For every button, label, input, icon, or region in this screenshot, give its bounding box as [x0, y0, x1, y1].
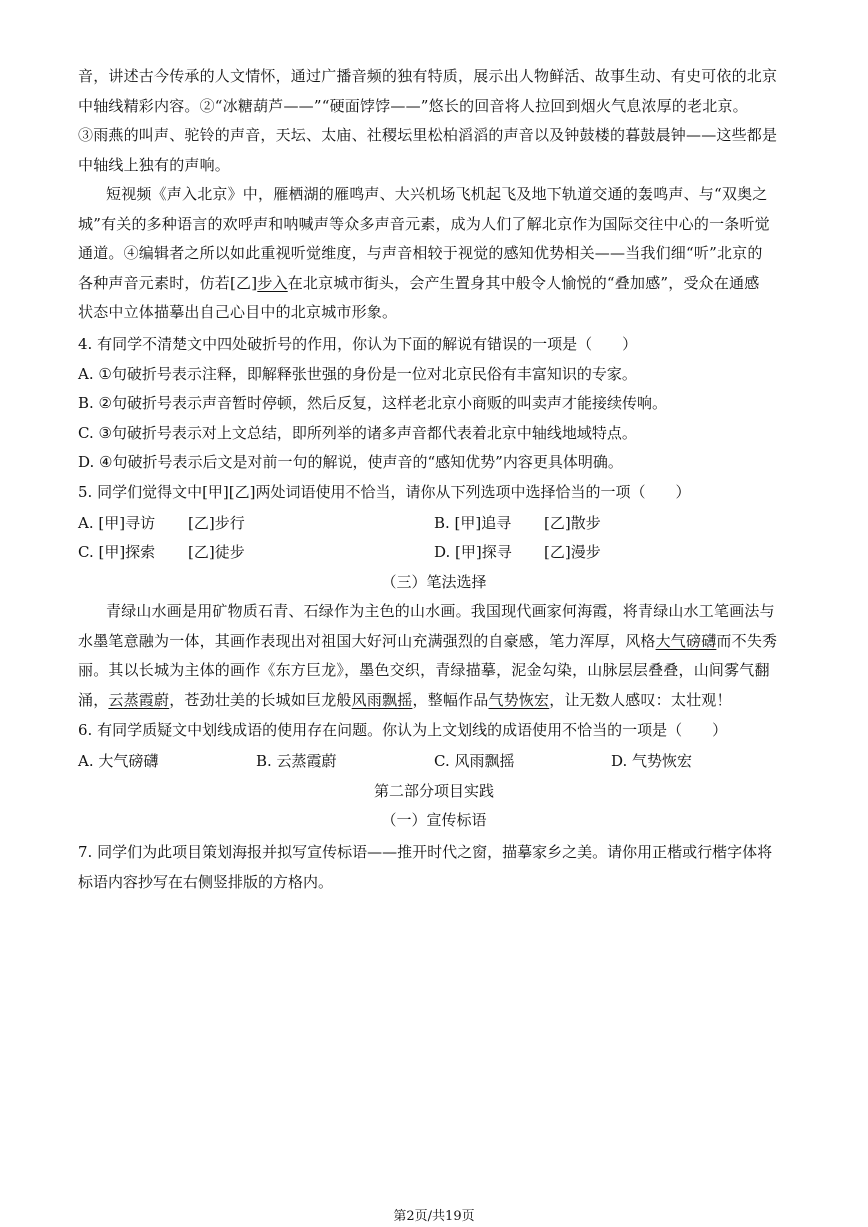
question-6-option-c: C. 风雨飘摇 [434, 752, 515, 770]
underlined-idiom-4: 气势恢宏 [488, 690, 550, 709]
passage-3-text: ，整幅作品 [412, 690, 489, 709]
question-5-option-d-yi: [乙]漫步 [544, 543, 601, 561]
question-6-stem: 6. 有同学质疑文中划线成语的使用存在问题。你认为上文划线的成语使用不恰当的一项是（ ） [78, 721, 728, 739]
passage-2-line: 状态中立体描摹出自己心目中的北京城市形象。 [78, 303, 398, 321]
section-title-3: （三）笔法选择 [381, 573, 487, 591]
question-6-option-d: D. 气势恢宏 [611, 752, 693, 770]
question-7 [78, 838, 788, 897]
passage-3-text: ，苍劲壮美的长城如巨龙般 [169, 690, 352, 709]
passage-2-line [78, 269, 786, 299]
passage-3-line [78, 627, 786, 657]
question-4-option-b: B. ②句破折号表示声音暂时停顿，然后反复，这样老北京小商贩的叫卖声才能接续传响。 [78, 394, 668, 412]
passage-1-line: 音，讲述古今传承的人文情怀，通过广播音频的独有特质，展示出人物鲜活、故事生动、有史可依的北京 [78, 67, 778, 85]
question-4-option-c: C. ③句破折号表示对上文总结，即所列举的诸多声音都代表着北京中轴线地域特点。 [78, 423, 637, 442]
passage-2-text: 在北京城市街头，会产生置身其中般令人愉悦的“叠加感”，受众在通感 [287, 273, 760, 292]
question-4-stem: 4. 有同学不清楚文中四处破折号的作用，你认为下面的解说有错误的一项是（ ） [78, 335, 638, 353]
passage-2-text: 各种声音元素时，仿若[乙] [78, 273, 258, 292]
question-7-line: 7. 同学们为此项目策划海报并拟写宣传标语——推开时代之窗，描摹家乡之美。请你用正楷或行楷字体将 [78, 843, 773, 861]
passage-1-line: 中轴线上独有的声响。 [78, 155, 231, 174]
question-6-option-b: B. 云蒸霞蔚 [256, 752, 337, 770]
underlined-idiom-1: 大气磅礴 [655, 631, 717, 650]
question-5-option-d: D. [甲]探寻 [434, 543, 512, 561]
part-2-title: 第二部分项目实践 [373, 782, 494, 800]
passage-3-text: 而不失秀 [716, 631, 778, 650]
question-4 [78, 330, 788, 478]
question-4-option-d: D. ④句破折号表示后文是对前一句的解说，使声音的“感知优势”内容更具体明确。 [78, 453, 623, 471]
passage-1-line: 中轴线精彩内容。②“冰糖葫芦——”“硬面饽饽——”悠长的回音将人拉回到烟火气息浓厚的老北京。 [78, 96, 748, 115]
page-footer: 第2页/共19页 [393, 1209, 475, 1224]
passage-1 [78, 62, 786, 180]
passage-2-line: 通道。④编辑者之所以如此重视听觉维度，与声音相较于视觉的感知优势相关——当我们细“听”北京的 [78, 244, 763, 262]
passage-3-line [78, 686, 786, 716]
option-a-jia: A. [甲]寻访 [78, 514, 156, 532]
passage-3-text: 涌， [78, 690, 109, 709]
passage-3-line: 丽。其以长城为主体的画作《东方巨龙》，墨色交织，青绿描摹，泥金勾染，山脉层层叠叠，山间雾气翻 [78, 661, 770, 679]
passage-3-line: 青绿山水画是用矿物质石青、石绿作为主色的山水画。我国现代画家何海霞，将青绿山水工笔画法与 [106, 602, 775, 620]
question-5-option-b-yi: [乙]散步 [544, 514, 601, 532]
passage-2 [78, 180, 786, 328]
underlined-idiom-3: 风雨飘摇 [351, 690, 413, 709]
question-5-option-c-yi: [乙]徒步 [188, 543, 245, 561]
question-6-option-a: A. 大气磅礴 [78, 752, 159, 770]
underlined-idiom-2: 云蒸霞蔚 [108, 690, 170, 709]
question-5-option-a-yi: [乙]步行 [188, 514, 245, 532]
question-7-line: 标语内容抄写在右侧竖排版的方格内。 [78, 872, 334, 891]
question-4-option-a: A. ①句破折号表示注释，即解释张世强的身份是一位对北京民俗有丰富知识的专家。 [78, 364, 637, 383]
part-2-subtitle: （一）宣传标语 [381, 811, 487, 829]
question-5-option-b: B. [甲]追寻 [434, 514, 512, 532]
passage-1-line: ③雨燕的叫声、驼铃的声音，天坛、太庙、社稷坛里松柏滔滔的声音以及钟鼓楼的暮鼓晨钟——这些都是 [78, 126, 778, 144]
passage-3 [78, 597, 786, 715]
question-5-stem: 5. 同学们觉得文中[甲][乙]两处词语使用不恰当，请你从下列选项中选择恰当的一项（ ） [78, 483, 691, 501]
passage-2-line: 短视频《声入北京》中，雁栖湖的雁鸣声、大兴机场飞机起飞及地下轨道交通的轰鸣声、与“双奥之 [106, 185, 768, 203]
question-5-option-c: C. [甲]探索 [78, 543, 156, 561]
passage-3-text: ，让无数人感叹：太壮观！ [549, 690, 732, 709]
question-5-option-a [78, 512, 155, 534]
underlined-word-yi: 步入 [257, 273, 288, 292]
passage-3-text: 水墨笔意融为一体，其画作表现出对祖国大好河山充满强烈的自豪感，笔力浑厚，风格 [78, 631, 656, 650]
passage-2-line: 城”有关的多种语言的欢呼声和呐喊声等众多声音元素，成为人们了解北京作为国际交往中心的一条听觉 [78, 214, 770, 233]
